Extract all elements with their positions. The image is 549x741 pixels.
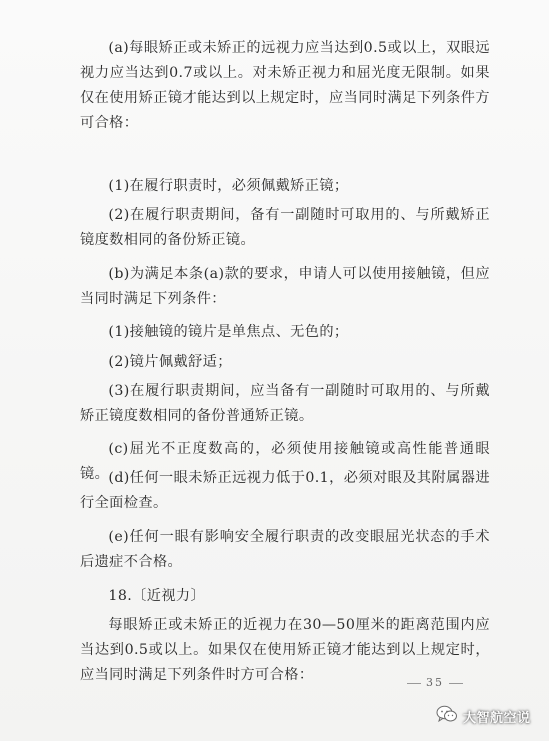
watermark-text: 大智航空说 — [463, 711, 531, 726]
paragraph-a: (a)每眼矫正或未矫正的远视力应当达到0.5或以上，双眼远视力应当达到0.7或以上。对未矫正视力和屈光度无限制。如果仅在使用矫正镜才能达到以上规定时，应当同时满足下列条件方可合格： — [80, 40, 490, 131]
paragraph-b-2: (2)镜片佩戴舒适； — [108, 354, 232, 370]
paragraph-b: (b)为满足本条(a)款的要求，申请人可以使用接触镜，但应当同时满足下列条件： — [80, 266, 490, 307]
page-number — [400, 676, 470, 689]
paragraph-a-1: (1)在履行职责时，必须佩戴矫正镜； — [108, 178, 349, 194]
dash-left — [407, 683, 421, 684]
paragraph-b-3: (3)在履行职责期间，应当备有一副随时可取用的、与所戴矫正镜度数相同的备份普通矫正镜。 — [80, 383, 490, 424]
page-number-value: 35 — [426, 676, 444, 689]
paragraph-a-2: (2)在履行职责期间，备有一副随时可取用的、与所戴矫正镜度数相同的备份矫正镜。 — [80, 207, 490, 248]
wechat-icon — [436, 705, 458, 728]
watermark — [436, 705, 531, 728]
paragraph-d: (d)任何一眼未矫正远视力低于0.1，必须对眼及其附属器进行全面检查。 — [80, 470, 490, 511]
section-heading-near-vision: 18.〔近视力〕 — [108, 588, 206, 604]
paragraph-c: (c)屈光不正度数高的，必须使用接触镜或高性能普通眼镜。 — [80, 441, 490, 482]
paragraph-b-1: (1)接触镜的镜片是单焦点、无色的； — [108, 324, 349, 340]
dash-right — [449, 683, 463, 684]
paragraph-e: (e)任何一眼有影响安全履行职责的改变眼屈光状态的手术后遗症不合格。 — [80, 529, 490, 570]
paragraph-near-vision: 每眼矫正或未矫正的近视力在30—50厘米的距离范围内应当达到0.5或以上。如果仅在使用矫正镜才能达到以上规定时，应当同时满足下列条件时方可合格： — [80, 617, 490, 683]
